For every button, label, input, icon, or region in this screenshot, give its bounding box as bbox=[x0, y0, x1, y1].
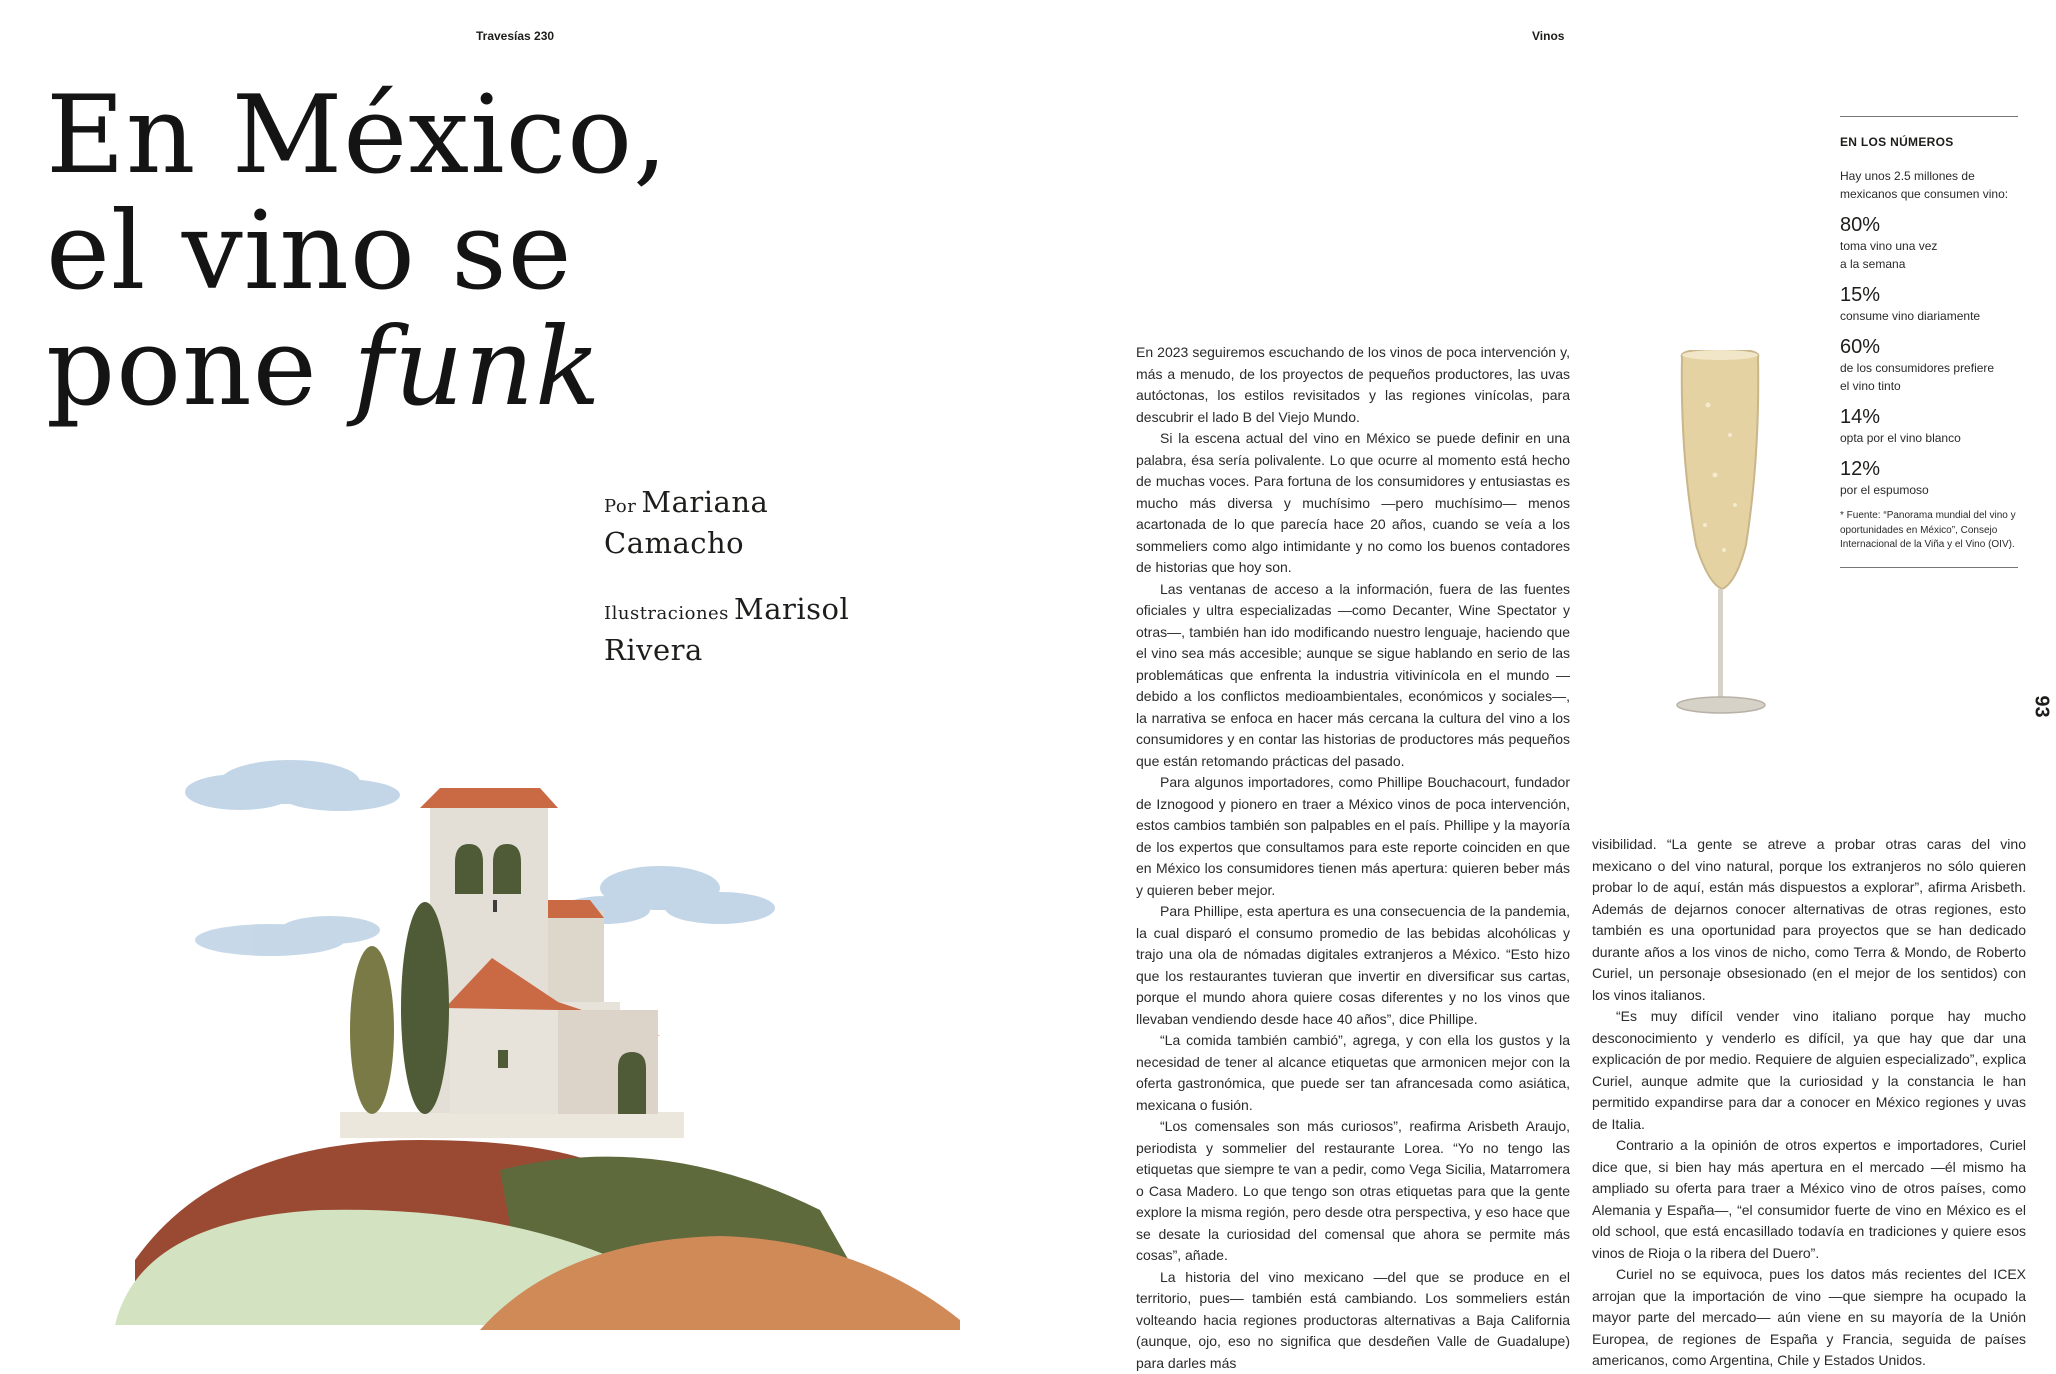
stat-description: consume vino diariamente bbox=[1840, 309, 1981, 323]
cloud-low-left bbox=[195, 916, 380, 956]
sidebar-bottom-rule bbox=[1840, 567, 2018, 568]
stat-description: por el espumoso bbox=[1840, 483, 1929, 497]
paragraph: En 2023 seguiremos escuchando de los vinos de poca intervención y, más a menudo, de los proyectos de pequeños productores, las uvas autóctonas, los estilos revisitados y las regiones vinícolas, para descubrir el lado B del Viejo Mundo. bbox=[1136, 344, 1570, 425]
stat-percent: 14% bbox=[1840, 406, 1881, 428]
illustrator-byline bbox=[604, 591, 849, 673]
paragraph: Contrario a la opinión de otros expertos e importadores, Curiel dice que, si bien hay más apertura en el mercado —él mismo ha ampliado su oferta para traer a México vino de otros países, como Alemania y España—, “el consumidor fuerte de vino en México es el old school, que está encasillado todavía en tradiciones y quiere esos vinos de Rioja o la ribera del Duero”. bbox=[1592, 1137, 2026, 1261]
paragraph: Para Phillipe, esta apertura es una consecuencia de la pandemia, la cual disparó el consumo promedio de las bebidas alcohólicas y trajo una ola de nómadas digitales extranjeros a México. “Esto hizo que los restaurantes tuvieran que invertir en diversificar sus cartas, porque el mundo ahora quiere cosas diferentes y no los vinos que llevaban vendiendo desde hace 40 años”, dice Phillipe. bbox=[1136, 903, 1570, 1027]
stat-description: de los consumidores prefiere el vino tinto bbox=[1840, 361, 1995, 393]
author-first-name: Mariana bbox=[641, 485, 769, 519]
article-title bbox=[46, 73, 669, 430]
right-running-head: Vinos bbox=[1532, 29, 1565, 43]
illustrator-first-name: Marisol bbox=[734, 592, 850, 626]
illustrator-prefix: Ilustraciones bbox=[604, 603, 729, 624]
tower-roof bbox=[420, 788, 558, 808]
stat-item bbox=[1840, 213, 2018, 273]
flute-rim bbox=[1682, 350, 1758, 360]
platform bbox=[340, 1112, 684, 1138]
stat-item bbox=[1840, 457, 2018, 499]
vineyard-church-illustration bbox=[100, 740, 970, 1340]
title-line-3-italic: funk bbox=[352, 305, 602, 430]
paragraph: “La comida también cambió”, agrega, y con ella los gustos y la necesidad de tener al alcance etiquetas que armonicen mejor con la oferta gastronómica, que puede ser tan afrancesada como asiática, mexicana o fusión. bbox=[1136, 1032, 1570, 1113]
flute-base bbox=[1677, 697, 1765, 713]
author-byline bbox=[604, 484, 768, 566]
champagne-flute-illustration bbox=[1660, 345, 1810, 735]
paragraph: “Los comensales son más curiosos”, reafirma Arisbeth Araujo, periodista y sommelier del restaurante Lorea. “Yo no tengo las etiquetas que siempre te van a pedir, como Vega Sicilia, Matarromera o Casa Madero. Lo que tengo son otras etiquetas para que la gente explore la misma región, pero desde otra perspectiva, y eso hace que se desate la curiosidad del comensal que ahora se permite más cosas”, añade. bbox=[1136, 1118, 1570, 1263]
sidebar-heading: EN LOS NÚMEROS bbox=[1840, 135, 1954, 149]
stat-description: toma vino una vez a la semana bbox=[1840, 239, 1938, 271]
left-running-head: Travesías 230 bbox=[476, 29, 555, 43]
body-column-2 bbox=[1592, 834, 2026, 1372]
paragraph: Las ventanas de acceso a la información, fuera de las fuentes oficiales y ultra especializadas —como Decanter, Wine Spectator y otras—, también han ido modificando nuestro lenguaje, haciendo que el vino sea más accesible; aunque se sigue hablando en serio de las problemáticas que enfrenta la industria vitivinícola en el mundo —debido a los conflictos medioambientales, económicos y sociales—, la narrativa se enfoca en hacer más cercana la cultura del vino a los consumidores y en contar las historias de productores más pequeños que están retomando prácticas del pasado. bbox=[1136, 580, 1570, 769]
numbers-sidebar bbox=[1840, 116, 2018, 568]
stat-description: opta por el vino blanco bbox=[1840, 431, 1961, 445]
cypress-left bbox=[350, 946, 394, 1114]
paragraph: Curiel no se equivoca, pues los datos más recientes del ICEX arrojan que la importación de vino —que siempre ha ocupado la mayor parte del mercado— aún viene en su mayoría de la Unión Europea, de regiones de España y Francia, seguida de países americanos, como Argentina, Chile y Estados Unidos. bbox=[1592, 1266, 2026, 1368]
paragraph: visibilidad. “La gente se atreve a probar otras caras del vino mexicano o del vino natural, porque los extranjeros no sólo quieren probar lo de aquí, están más dispuestos a explorar”, afirma Arisbeth. Además de dejarnos conocer alternativas de otras regiones, esto también es una oportunidad para proyectos que se han dedicado durante años a los vinos de nicho, como Terra & Mondo, de Roberto Curiel, un personaje obsesionado (en el mejor de los sentidos) con los vinos italianos. bbox=[1592, 836, 2026, 1003]
tower-slit bbox=[493, 900, 497, 912]
flute-stem bbox=[1718, 589, 1723, 699]
title-line-2: el vino se bbox=[46, 189, 573, 314]
sidebar-source-note: * Fuente: “Panorama mundial del vino y oportunidades en México”, Consejo Internacional de la Viña y el Vino (OIV). bbox=[1840, 510, 2016, 550]
stat-percent: 80% bbox=[1840, 214, 1881, 236]
title-line-3-regular: pone bbox=[46, 305, 353, 430]
illustrator-last-name: Rivera bbox=[604, 633, 703, 667]
stat-item bbox=[1840, 335, 2018, 395]
paragraph: La historia del vino mexicano —del que se produce en el territorio, pues— también está cambiando. Los sommeliers están volteando hacia regiones productoras alternativas a Baja California (aunque, ojo, eso no significa que desdeñen Valle de Guadalupe) para darles más bbox=[1136, 1268, 1570, 1371]
stat-percent: 15% bbox=[1840, 284, 1881, 306]
cypress-right bbox=[401, 902, 449, 1114]
paragraph: Para algunos importadores, como Phillipe Bouchacourt, fundador de Iznogood y pionero en traer a México vinos de poca intervención, estos cambios también son palpables en el país. Phillipe y la mayoría de los expertos que consultamos para este reporte coinciden en que en México los consumidores tienen más apertura: quieren beber más y quieren beber mejor. bbox=[1136, 774, 1570, 898]
title-line-1: En México, bbox=[46, 73, 669, 198]
title-line-3 bbox=[46, 305, 666, 430]
paragraph: Si la escena actual del vino en México se puede definir en una palabra, ésa sería polivalente. Lo que ocurre al momento está hecho de muchas voces. Para fortuna de los consumidores y entusiastas es mucho más diversa y muchísimo —pero muchísimo— menos acartonada de lo que parecía hace 20 años, cuando se veía a los sommeliers como algo intimidante y no como los buenos contadores de historias que hoy son. bbox=[1136, 430, 1570, 575]
body-column-1 bbox=[1136, 342, 1570, 1374]
author-prefix: Por bbox=[604, 496, 637, 517]
nave-window bbox=[498, 1050, 508, 1068]
sidebar-top-rule bbox=[1840, 116, 2018, 117]
page-number: 93 bbox=[2030, 695, 2053, 718]
stat-item bbox=[1840, 405, 2018, 447]
sidebar-intro: Hay unos 2.5 millones de mexicanos que consumen vino: bbox=[1840, 169, 2009, 201]
flute-bowl bbox=[1682, 351, 1759, 589]
stat-percent: 12% bbox=[1840, 458, 1881, 480]
stat-item bbox=[1840, 283, 2018, 325]
paragraph: “Es muy difícil vender vino italiano porque hay mucho desconocimiento y venderlo es difícil, ya que hay que dar una explicación de por medio. Requiere de alguien especializado”, explica Curiel, aunque admite que la curiosidad y la constancia le han permitido expandirse para dar a conocer en México regiones y uvas de Italia. bbox=[1592, 1008, 2026, 1132]
author-last-name: Camacho bbox=[604, 526, 745, 560]
tower-window-2 bbox=[493, 844, 521, 894]
church-door bbox=[618, 1052, 646, 1114]
stat-percent: 60% bbox=[1840, 336, 1881, 358]
cloud-left bbox=[185, 760, 400, 811]
tower-window-1 bbox=[455, 844, 483, 894]
